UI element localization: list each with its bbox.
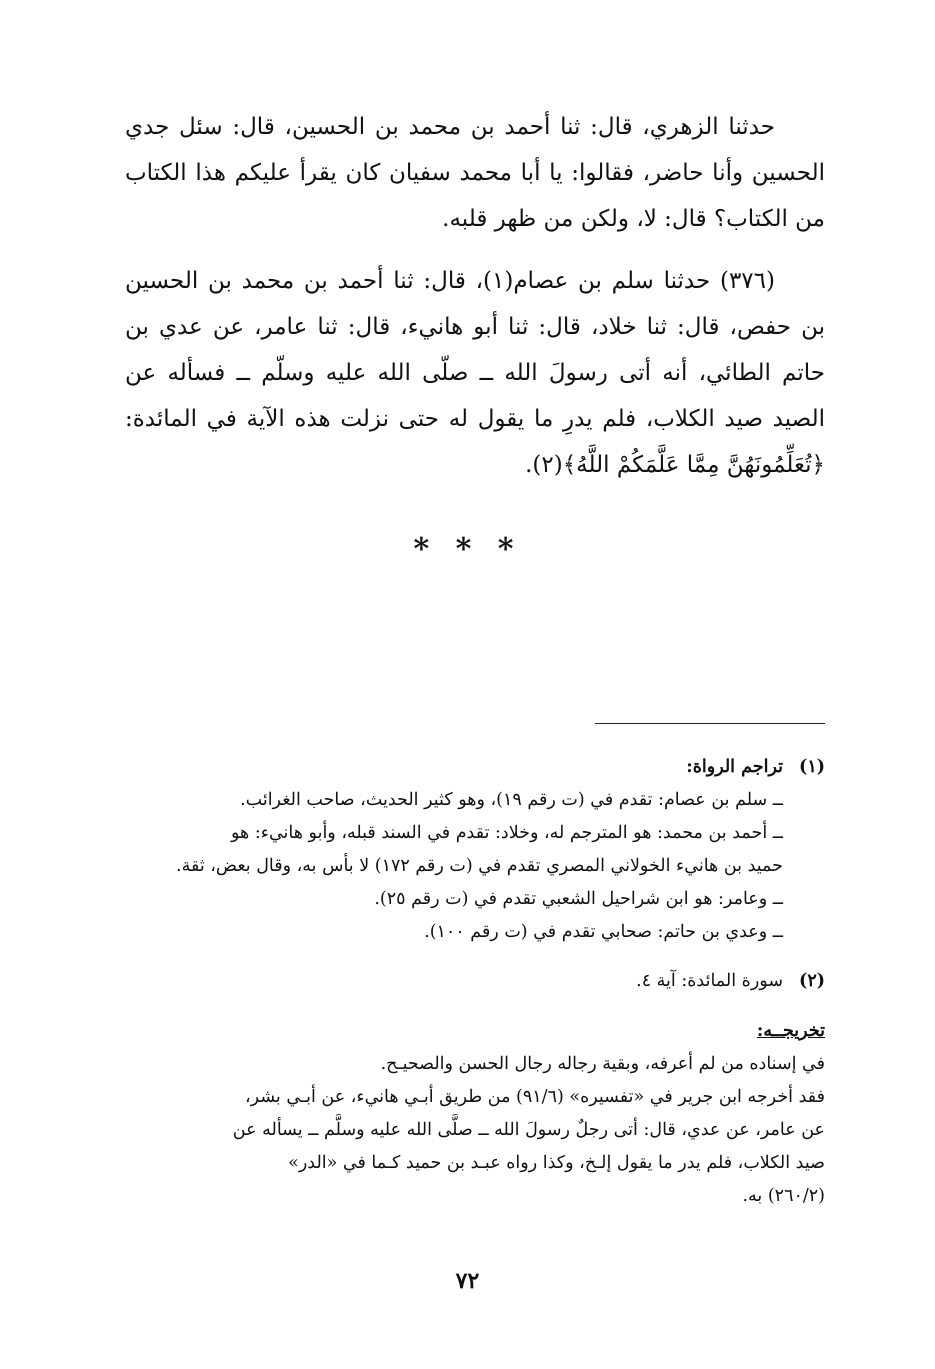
footnote-1-line: ــ سلم بن عصام: تقدم في (ت رقم ١٩)، وهو كثير الحديث، صاحب الغرائب. xyxy=(240,790,783,810)
footnote-1-line: حميد بن هانيء الخولاني المصري تقدم في (ت رقم ١٧٢) لا بأس به، وقال بعض، ثقة. xyxy=(176,856,783,876)
page-number: ٧٢ xyxy=(455,1268,480,1294)
footnote-1-line: ــ أحمد بن محمد: هو المترجم له، وخلاد: تقدم في السند قبله، وأبو هانيء: هو xyxy=(231,823,783,843)
main-paragraph-1: حدثنا الزهري، قال: ثنا أحمد بن محمد بن الحسين، قال: سئل جدي الحسين وأنا حاضر، فقالوا: يا أبا محمد سفيان كان يقرأ عليكم هذا الكتاب من الكتاب؟ قال: لا، ولكن من ظهر قلبه. xyxy=(125,114,825,232)
footnote-2-number: (٢) xyxy=(799,971,825,991)
takhrij-line: فقد أخرجه ابن جرير في «تفسيره» (٩١/٦) من طريق أبـي هانيء، عن أبـي بشر، xyxy=(245,1087,825,1107)
takhrij-line: صيد الكلاب، فلم يدر ما يقول إلـخ، وكذا رواه عبـد بن حميد كـما في «الدر» xyxy=(288,1153,825,1173)
footnote-divider xyxy=(595,723,825,724)
footnote-1-title: تراجم الرواة: xyxy=(686,757,783,777)
main-paragraph-2: (٣٧٦) حدثنا سلم بن عصام(١)، قال: ثنا أحمد بن محمد بن الحسين بن حفص، قال: ثنا خلاد، قال: ثنا أبو هانيء، قال: ثنا عامر، عن عدي بن حاتم الطائي، أنه أتى رسولَ الله ــ صلّى الله عليه وسلّم ــ فسأله عن الصيد صيد الكلاب، فلم يدرِ ما يقول له حتى نزلت هذه الآية في المائدة: ﴿تُعَلِّمُونَهُنَّ مِمَّا عَلَّمَكُمْ اللَّهُ﴾(٢). xyxy=(125,268,825,478)
takhrij-line: (٢٦٠/٢) به. xyxy=(742,1186,825,1206)
takhrij-line: عن عامر، عن عدي، قال: أتى رجلٌ رسولَ الله ــ صلَّى الله عليه وسلَّم ــ يسأله عن xyxy=(232,1120,825,1140)
takhrij-line: في إسناده من لم أعرفه، وبقية رجاله رجال الحسن والصحيـح. xyxy=(380,1054,825,1074)
footnote-1-line: ــ وعامر: هو ابن شراحيل الشعبي تقدم في (ت رقم ٢٥). xyxy=(374,889,783,909)
footnote-1-number: (١) xyxy=(799,757,825,777)
footnote-1-line: ــ وعدي بن حاتم: صحابي تقدم في (ت رقم ١٠٠). xyxy=(424,922,783,942)
takhrij-section xyxy=(125,1015,825,1213)
footnote-1 xyxy=(125,751,825,949)
section-separator: * * * xyxy=(413,532,522,567)
takhrij-title: تخريجــه: xyxy=(756,1021,825,1041)
footnote-2 xyxy=(125,965,825,998)
footnote-2-text: سورة المائدة: آية ٤. xyxy=(636,971,783,991)
